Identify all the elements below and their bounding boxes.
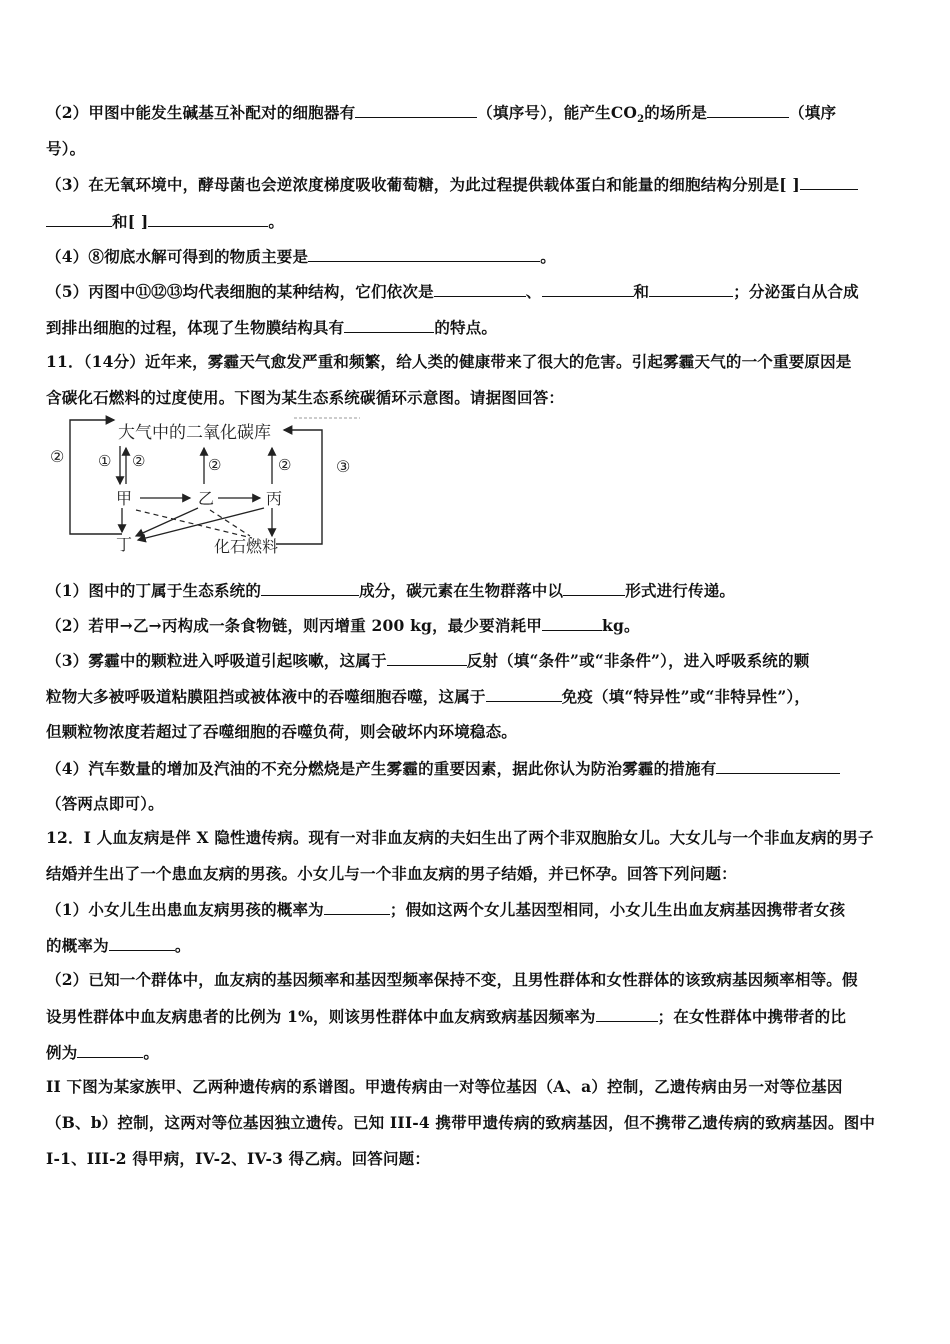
q10-3-line1: （3）在无氧环境中，酵母菌也会逆浓度梯度吸收葡萄糖，为此过程提供载体蛋白和能量的细胞结构分别是[ ] [46, 174, 908, 195]
q12-2-line1: （2）已知一个群体中，血友病的基因频率和基因型频率保持不变，且男性群体和女性群体的该致病基因频率相等。假 [46, 970, 858, 989]
q10-4-line: （4）⑧彻底水解可得到的物质主要是 。 [46, 247, 556, 266]
marker-2-yi: ② [208, 456, 222, 474]
atmosphere-co2-pool-label: 大气中的二氧化碳库 [118, 423, 271, 443]
fossil-fuel-label: 化石燃料 [214, 537, 279, 556]
node-ding: 丁 [116, 535, 133, 554]
answer-blank[interactable] [261, 580, 359, 596]
q11-3-line1: （3）雾霾中的颗粒进入呼吸道引起咳嗽，这属于 反射（填“条件”或“非条件”），进入呼吸系统的颗 [46, 651, 810, 670]
answer-blank[interactable] [649, 281, 733, 297]
arrow-ding-to-atmosphere [70, 420, 122, 534]
q10-5-line1: （5）丙图中⑪⑫⑬均代表细胞的某种结构，它们依次是 、 和 ；分泌蛋白从合成 [46, 282, 859, 301]
answer-blank[interactable] [596, 1006, 658, 1022]
answer-blank[interactable] [308, 246, 540, 262]
answer-blank[interactable] [109, 935, 175, 951]
q11-4-line1: （4）汽车数量的增加及汽油的不充分燃烧是产生雾霾的重要因素，据此你认为防治雾霾的措施有 [46, 758, 908, 779]
answer-blank[interactable] [324, 899, 390, 915]
answer-blank[interactable] [563, 580, 625, 596]
q11-3-line3: 但颗粒物浓度若超过了吞噬细胞的吞噬负荷，则会破坏内环境稳态。 [46, 722, 518, 741]
carbon-cycle-diagram [46, 412, 364, 557]
q12-2-line3: 例为 。 [46, 1043, 160, 1062]
marker-2-jia: ② [132, 452, 146, 470]
marker-1: ① [98, 452, 112, 470]
answer-blank[interactable] [434, 281, 526, 297]
answer-blank[interactable] [387, 650, 467, 666]
arrow-bing-to-ding [138, 508, 264, 540]
q11-4-line2: （答两点即可）。 [46, 794, 164, 813]
node-yi: 乙 [198, 489, 215, 508]
q12-intro-line2: 结婚并生出了一个患血友病的男孩。小女儿与一个非血友病的男子结婚，并已怀孕。回答下列问题： [46, 864, 737, 883]
answer-blank[interactable] [542, 281, 634, 297]
answer-blank[interactable] [707, 102, 789, 118]
q11-intro-line2: 含碳化石燃料的过度使用。下图为某生态系统碳循环示意图。请据图回答： [46, 388, 565, 407]
q11-1-line: （1）图中的丁属于生态系统的 成分，碳元素在生物群落中以 形式进行传递。 [46, 581, 736, 600]
answer-blank[interactable] [542, 615, 602, 631]
marker-2-bing: ② [278, 456, 292, 474]
q10-5-line2: 到排出细胞的过程，体现了生物膜结构具有 的特点。 [46, 318, 498, 337]
q11-intro-line1: 11．（14分）近年来，雾霾天气愈发严重和频繁，给人类的健康带来了很大的危害。引起雾霾天气的一个重要原因是 [46, 352, 852, 371]
answer-blank[interactable] [46, 211, 112, 227]
q12-intro-line1: 12．I 人血友病是伴 X 隐性遗传病。现有一对非血友病的夫妇生出了两个非双胞胎女儿。大女儿与一个非血友病的男子 [46, 828, 874, 847]
q10-3-line2: 和[ ] 。 [46, 211, 908, 232]
q12-II-line3: I-1、III-2 得甲病，IV-2、IV-3 得乙病。回答问题： [46, 1149, 431, 1168]
node-bing: 丙 [266, 489, 283, 508]
q11-2-line: （2）若甲→乙→丙构成一条食物链，则丙增重 200 kg，最少要消耗甲 kg。 [46, 616, 640, 635]
q12-1-line2: 的概率为 。 [46, 936, 191, 955]
answer-blank[interactable] [486, 686, 562, 702]
answer-blank[interactable] [77, 1042, 143, 1058]
q11-3-line2: 粒物大多被呼吸道粘膜阻挡或被体液中的吞噬细胞吞噬，这属于 免疫（填“特异性”或“非特异性”）， [46, 687, 811, 706]
answer-blank[interactable] [148, 211, 268, 227]
q12-1-line1: （1）小女儿生出患血友病男孩的概率为 ；假如这两个女儿基因型相同，小女儿生出血友病基因携带者女孩 [46, 900, 846, 919]
q10-2-line2: 号）。 [46, 139, 86, 158]
dashed-jia-to-fossil [136, 510, 252, 538]
q10-2-line1: （2）甲图中能发生碱基互补配对的细胞器有 （填序号），能产生$CO_2$的场所是 （填序 [46, 103, 837, 126]
arrow-fossil-to-atmosphere [276, 430, 322, 544]
marker-2-left: ② [50, 447, 65, 466]
q12-II-line1: II 下图为某家族甲、乙两种遗传病的系谱图。甲遗传病由一对等位基因（A、a）控制，乙遗传病由另一对等位基因 [46, 1077, 843, 1096]
q12-II-line2: （B、b）控制，这两对等位基因独立遗传。已知 III-4 携带甲遗传病的致病基因，但不携带乙遗传病的致病基因。图中 [46, 1113, 876, 1132]
answer-blank[interactable] [344, 317, 434, 333]
dashed-yi-to-fossil [210, 510, 250, 536]
answer-blank[interactable] [716, 758, 840, 774]
node-jia: 甲 [116, 489, 133, 508]
answer-blank[interactable] [355, 102, 477, 118]
marker-3: ③ [336, 457, 351, 476]
q12-2-line2: 设男性群体中血友病患者的比例为 1%，则该男性群体中血友病致病基因频率为 ；在女性群体中携带者的比 [46, 1007, 847, 1026]
answer-blank[interactable] [800, 174, 858, 190]
